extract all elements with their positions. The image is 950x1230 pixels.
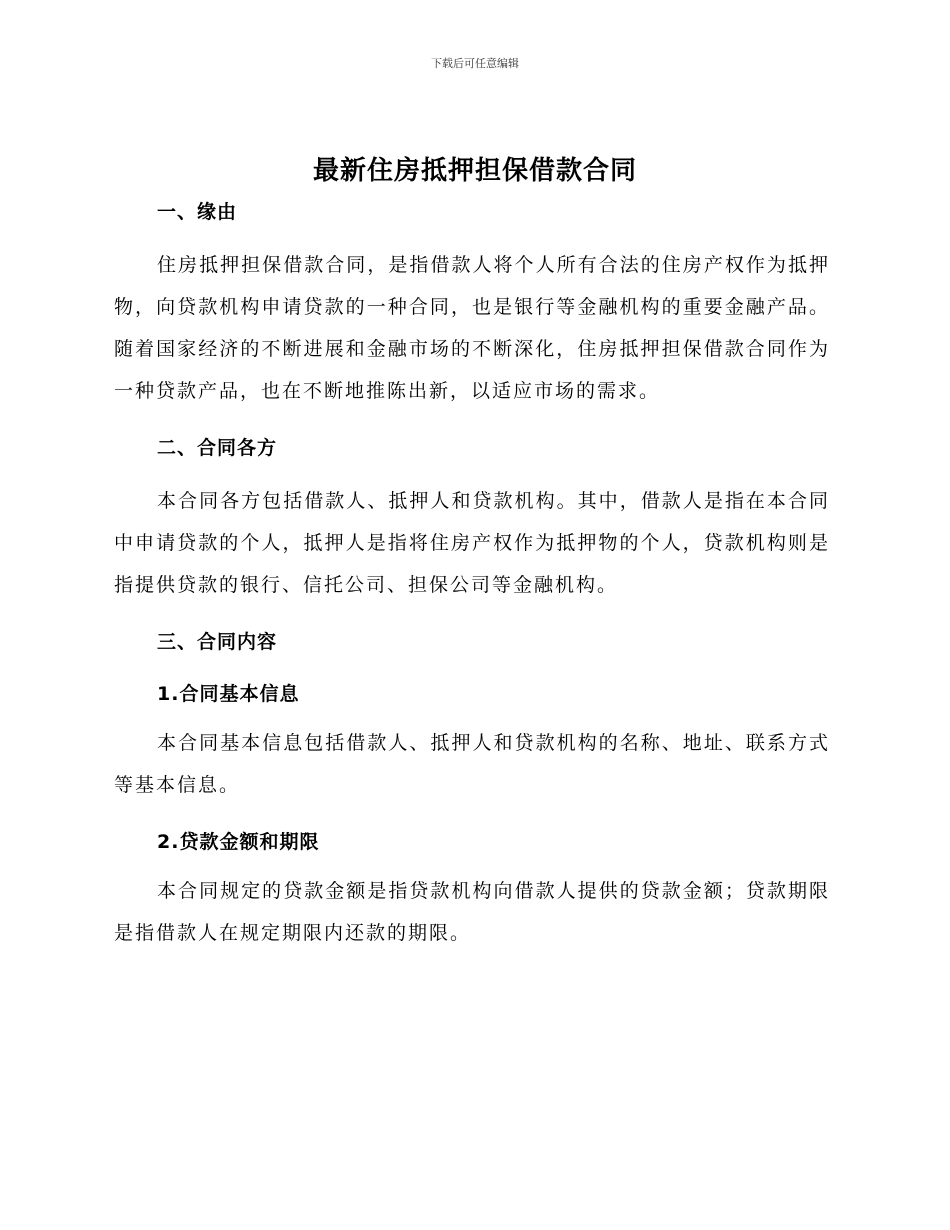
section-paragraph-loan-amount: 本合同规定的贷款金额是指贷款机构向借款人提供的贷款金额；贷款期限是指借款人在规定期限内还款的期限。 <box>114 880 830 944</box>
section-paragraph-basic-info: 本合同基本信息包括借款人、抵押人和贷款机构的名称、地址、联系方式等基本信息。 <box>114 732 830 796</box>
section-paragraph-parties: 本合同各方包括借款人、抵押人和贷款机构。其中，借款人是指在本合同中申请贷款的个人，抵押人是指将住房产权作为抵押物的个人，贷款机构则是指提供贷款的银行、信托公司、担保公司等金融机构。 <box>114 490 830 596</box>
document-title: 最新住房抵押担保借款合同 <box>312 156 637 186</box>
document-body <box>114 196 830 954</box>
section-heading-loan-amount: 2.贷款金额和期限 <box>157 831 320 853</box>
section-heading-content: 三、合同内容 <box>157 631 278 653</box>
section-heading-basic-info: 1.合同基本信息 <box>157 683 300 705</box>
section-heading-parties: 二、合同各方 <box>157 437 278 459</box>
section-paragraph-origin: 住房抵押担保借款合同，是指借款人将个人所有合法的住房产权作为抵押物，向贷款机构申请贷款的一种合同，也是银行等金融机构的重要金融产品。随着国家经济的不断进展和金融市场的不断深化，住房抵押担保借款合同作为一种贷款产品，也在不断地推陈出新，以适应市场的需求。 <box>114 254 830 402</box>
section-heading-origin: 一、缘由 <box>157 201 238 223</box>
header-note: 下载后可任意编辑 <box>431 57 519 70</box>
